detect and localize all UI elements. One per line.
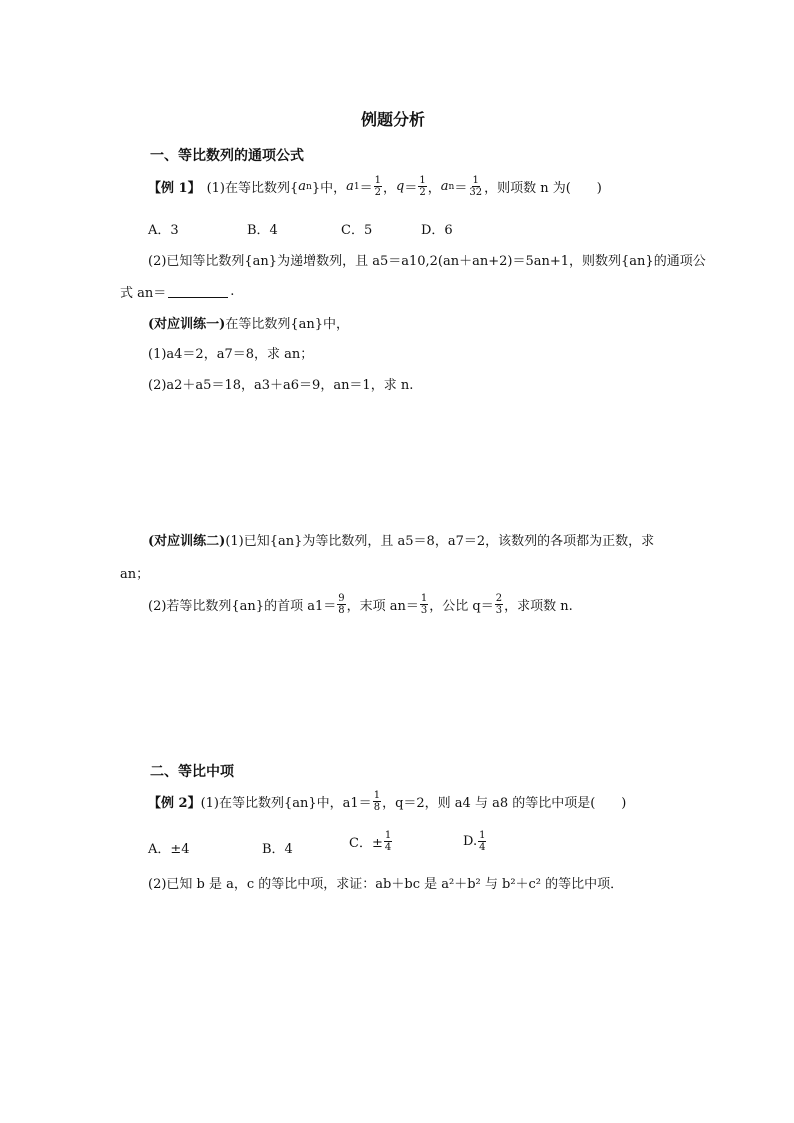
option-d: D．6 xyxy=(421,223,453,238)
ex2-q1-pre: (1)在等比数列{an}中，a1＝ xyxy=(200,796,372,811)
example-1-tag: 【例 1】 xyxy=(148,181,201,196)
tr2-p2-mid1: ，末项 an＝ xyxy=(346,599,419,614)
sep-1: ， xyxy=(383,181,397,196)
q2-line2-post: . xyxy=(230,284,235,299)
page-title: 例题分析 xyxy=(361,110,426,129)
eq-1: ＝ xyxy=(359,181,373,196)
fraction-ratio: $\frac{2}{3}$ xyxy=(495,593,503,616)
option-c: C．5 xyxy=(341,223,373,238)
training-2-part-1-line-1 xyxy=(148,530,654,549)
q1-pre: (1)在等比数列{ xyxy=(206,181,299,196)
option-a: A．3 xyxy=(148,223,179,238)
sep-2: ， xyxy=(427,181,441,196)
tr2-p2-mid2: ，公比 q＝ xyxy=(429,599,494,614)
q1-post: ，则项数 n 为( ) xyxy=(484,181,602,196)
example-1-question-2-line-2 xyxy=(120,282,234,301)
seq-a: a xyxy=(298,179,307,194)
tr2-p2-post: ，求项数 n. xyxy=(504,599,573,614)
fraction-last-term: $\frac{1}{3}$ xyxy=(420,593,428,616)
seq-sub: n xyxy=(306,181,312,192)
a1-sub: 1 xyxy=(353,181,360,192)
answer-blank xyxy=(168,285,228,298)
example-2-question-2: (2)已知 b 是 a，c 的等比中项，求证：ab＋bc 是 a²＋b² 与 b²＋c² 的等比中项． xyxy=(148,877,624,892)
eq-2: ＝ xyxy=(404,181,418,196)
training-1-intro xyxy=(148,313,349,332)
a1-symbol: a xyxy=(346,179,354,194)
option-c-2-pre: C．± xyxy=(349,836,383,851)
option-d-2-pre: D. xyxy=(463,834,478,849)
an-sub: n xyxy=(448,181,455,192)
example-2-tag: 【例 2】 xyxy=(148,796,201,811)
q-symbol: q xyxy=(396,179,405,194)
example-1-question-1 xyxy=(148,175,602,198)
option-b-2: B．4 xyxy=(262,842,293,857)
option-c-2 xyxy=(349,830,393,853)
training-2-part-1-text: (1)已知{an}为等比数列，且 a5＝8，a7＝2，该数列的各项都为正数，求 xyxy=(225,534,655,549)
training-2-part-2 xyxy=(148,593,573,616)
option-b: B．4 xyxy=(247,223,278,238)
option-c-2-fraction: $\frac{1}{4}$ xyxy=(384,830,392,853)
fraction-3: $\frac{1}{32}$ xyxy=(469,175,483,198)
training-2-part-1-line-2: an； xyxy=(120,567,150,582)
example-2-question-1 xyxy=(148,790,626,813)
training-1-tag: (对应训练一) xyxy=(148,317,226,332)
option-d-2 xyxy=(463,830,487,853)
option-d-2-fraction: $\frac{1}{4}$ xyxy=(479,830,486,853)
training-1-intro-text: 在等比数列{an}中， xyxy=(225,317,349,332)
an-symbol: a xyxy=(440,179,449,194)
training-1-part-1: (1)a4＝2，a7＝8，求 an； xyxy=(148,347,314,362)
section-heading-1: 一、等比数列的通项公式 xyxy=(150,148,304,164)
eq-3: ＝ xyxy=(454,181,468,196)
fraction-first-term: $\frac{9}{8}$ xyxy=(338,593,345,616)
example-1-question-2-line-1: (2)已知等比数列{an}为递增数列，且 a5＝a10,2(an＋an+2)＝5an+1，则数列{an}的通项公 xyxy=(148,254,706,269)
ex2-q1-post: ，q＝2，则 a4 与 a8 的等比中项是( ) xyxy=(382,796,627,811)
option-a-2: A．±4 xyxy=(148,842,190,857)
training-2-tag: (对应训练二) xyxy=(148,534,226,549)
section-heading-2: 二、等比中项 xyxy=(150,764,234,780)
tr2-p2-pre: (2)若等比数列{an}的首项 a1＝ xyxy=(148,599,337,614)
training-1-part-2: (2)a2＋a5＝18，a3＋a6＝9，an＝1，求 n. xyxy=(148,378,414,393)
fraction-ex2: $\frac{1}{8}$ xyxy=(373,790,381,813)
fraction-1: $\frac{1}{2}$ xyxy=(374,175,381,198)
fraction-2: $\frac{1}{2}$ xyxy=(419,175,426,198)
q2-line2-pre: 式 an＝ xyxy=(120,286,167,301)
q1-mid: }中， xyxy=(311,181,347,196)
